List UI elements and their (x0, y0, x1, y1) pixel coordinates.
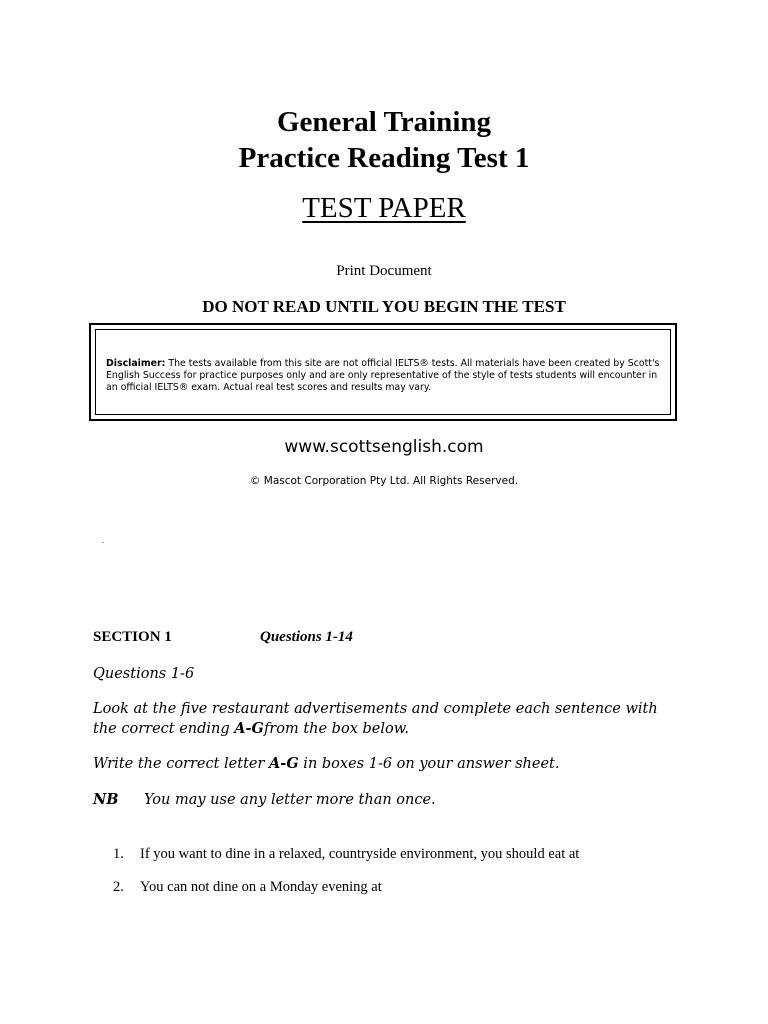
instruction-part2: from the box below. (263, 721, 410, 737)
disclaimer-body: The tests available from this site are not official IELTS® tests. All materials have been created by Scott's English Success for practice purposes only and are only representative of the style of tests students will encounter in an official IELTS® exam. Actual real test scores and results may vary. (106, 358, 660, 393)
instruction-text (93, 699, 673, 739)
instruction-letters: A-G (234, 720, 264, 737)
print-document-label: Print Document (336, 263, 432, 279)
instruction-part1: Look at the five restaurant advertisements and complete each sentence with the correct ending (93, 701, 658, 737)
write-part1: Write the correct letter (93, 756, 270, 772)
question-number: 2. (113, 879, 124, 895)
question-number: 1. (113, 846, 124, 862)
nb-label: NB (93, 791, 119, 808)
write-instruction (93, 754, 560, 774)
website-url: www.scottsenglish.com (284, 437, 484, 457)
disclaimer-box (89, 323, 677, 421)
copyright-notice: © Mascot Corporation Pty Ltd. All Rights Reserved. (249, 475, 519, 487)
page-title-line2: Practice Reading Test 1 (238, 142, 530, 174)
stray-mark: . (102, 536, 104, 545)
page-title-line1: General Training (276, 106, 492, 138)
write-part2: in boxes 1-6 on your answer sheet. (298, 756, 560, 772)
section-label: SECTION 1 (93, 629, 172, 645)
do-not-read-warning: DO NOT READ UNTIL YOU BEGIN THE TEST (202, 297, 566, 316)
disclaimer-label: Disclaimer: (106, 358, 166, 369)
question-text: You can not dine on a Monday evening at (140, 879, 382, 895)
questions-subheading: Questions 1-6 (93, 666, 195, 682)
question-text: If you want to dine in a relaxed, countryside environment, you should eat at (140, 846, 580, 862)
write-letters: A-G (269, 755, 299, 772)
test-paper-heading: TEST PAPER (302, 192, 466, 224)
questions-range: Questions 1-14 (260, 629, 353, 645)
disclaimer-text (95, 329, 671, 415)
nb-text: You may use any letter more than once. (144, 792, 436, 808)
